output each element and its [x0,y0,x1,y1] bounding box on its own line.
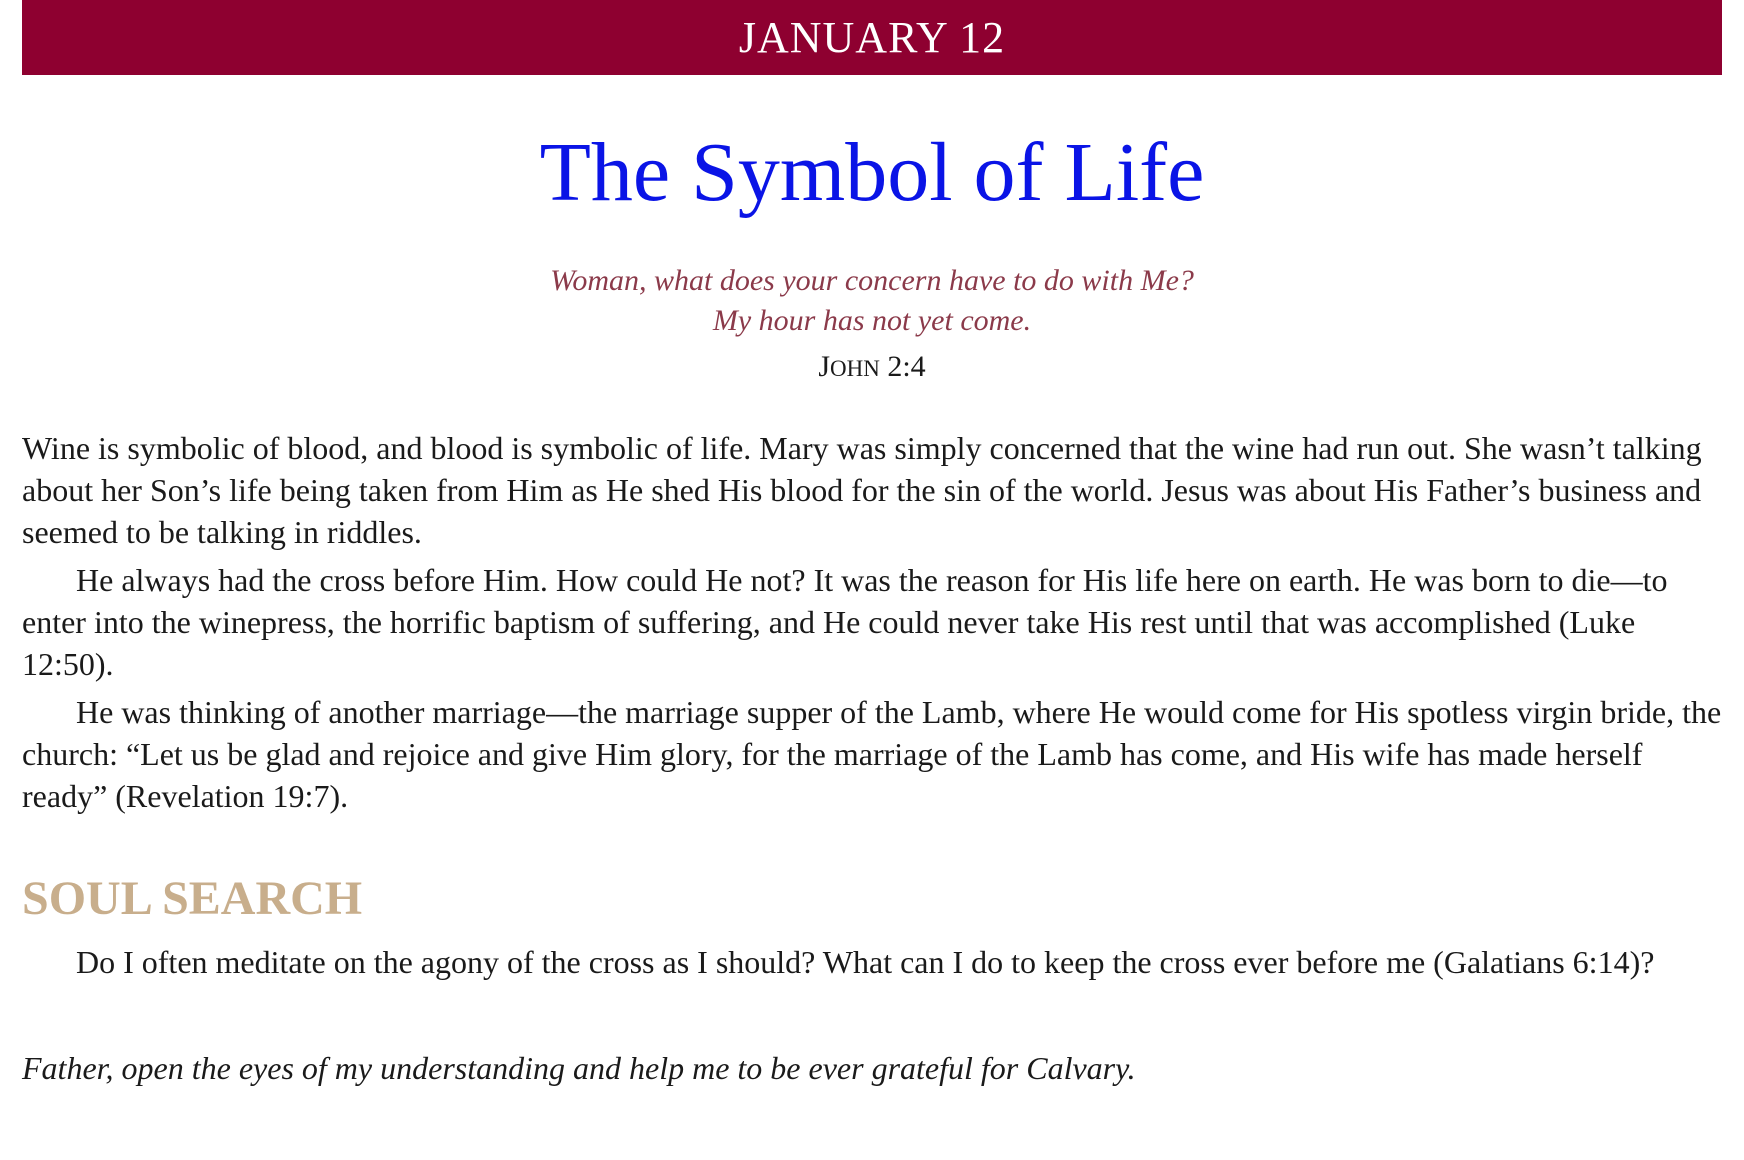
devotional-body [22,427,1722,817]
body-paragraph-3: He was thinking of another marriage—the marriage supper of the Lamb, where He would come for His spotless virgin bride, the church: “Let us be glad and rejoice and give Him glory, for the marriage of the Lamb has come, and His wife has made herself ready” (Revelation 19:7). [22,694,1722,814]
reference-verse: 2:4 [887,350,926,383]
epigraph-quote [22,261,1722,341]
body-paragraph-2: He always had the cross before Him. How could He not? It was the reason for His life here on earth. He was born to die—to enter into the winepress, the horrific baptism of suffering, and He could never take His rest until that was accomplished (Luke 12:50). [22,562,1668,682]
devotional-page [22,0,1722,1089]
epigraph-line-2: My hour has not yet come. [712,304,1032,337]
scripture-reference [22,347,1722,389]
epigraph-line-1: Woman, what does your concern have to do with Me? [550,264,1194,297]
soul-search-heading: SOUL SEARCH [22,872,363,925]
date-label: JANUARY 12 [738,13,1006,62]
closing-prayer: Father, open the eyes of my understanding and help me to be ever grateful for Calvary. [22,1050,1136,1086]
page-title: The Symbol of Life [539,126,1205,219]
date-banner [22,0,1722,75]
reference-book-rest: OHN [830,356,880,381]
body-paragraph-1: Wine is symbolic of blood, and blood is symbolic of life. Mary was simply concerned that the wine had run out. She wasn’t talking about her Son’s life being taken from Him as He shed His blood for the sin of the world. Jesus was about His Father’s business and seemed to be talking in riddles. [22,430,1702,550]
soul-search-text: Do I often meditate on the agony of the cross as I should? What can I do to keep the cross ever before me (Galatians 6:14)? [76,944,1655,980]
reference-book-initial: J [818,350,830,383]
